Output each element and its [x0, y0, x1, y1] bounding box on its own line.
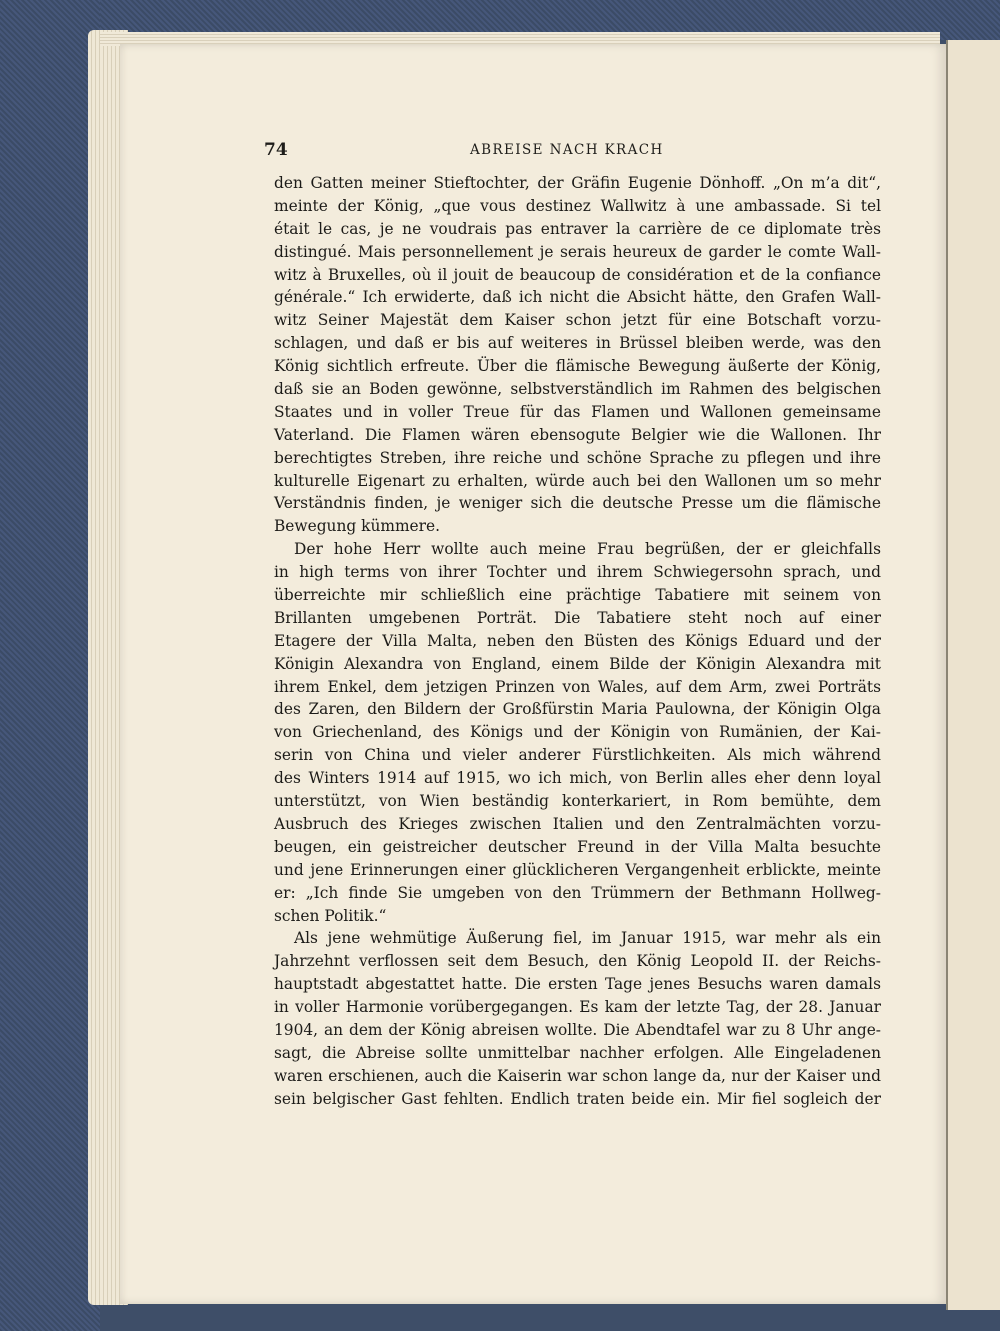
- text-line: kulturelle Eigenart zu erhalten, würde auch bei den Wallonen um so mehr: [274, 471, 881, 490]
- text-line: Staates und in voller Treue für das Flamen und Wallonen gemeinsame: [274, 402, 881, 421]
- text-line: König sichtlich erfreute. Über die flämische Bewegung äußerte der König,: [274, 357, 881, 376]
- running-head: ABREISE NACH KRACH: [470, 142, 664, 158]
- facing-page-edge: [946, 40, 1000, 1310]
- text-line: überreichte mir schließlich eine prächtige Tabatiere mit seinem von: [274, 586, 881, 605]
- text-line: witz Seiner Majestät dem Kaiser schon jetzt für eine Botschaft vorzu-: [274, 311, 881, 330]
- text-line: den Gatten meiner Stieftochter, der Gräfin Eugenie Dönhoff. „On m’a dit“,: [274, 174, 881, 192]
- text-line: in high terms von ihrer Tochter und ihrem Schwiegersohn sprach, und: [274, 563, 881, 582]
- text-line: berechtigtes Streben, ihre reiche und schöne Sprache zu pflegen und ihre: [274, 448, 881, 467]
- text-line: Bewegung kümmere.: [274, 517, 441, 536]
- text-line: daß sie an Boden gewönne, selbstverständlich im Rahmen des belgischen: [274, 380, 881, 399]
- body-text: [274, 172, 881, 1111]
- paragraph: [274, 538, 881, 927]
- text-line: était le cas, je ne voudrais pas entraver la carrière de ce diplomate très: [274, 219, 881, 238]
- text-line: und jene Erinnerungen einer glücklicheren Vergangenheit erblickte, meinte: [274, 860, 881, 879]
- text-line: des Winters 1914 auf 1915, wo ich mich, von Berlin alles eher denn loyal: [274, 769, 881, 788]
- text-line: serin von China und vieler anderer Fürstlichkeiten. Als mich während: [274, 746, 881, 765]
- text-line: ihrem Enkel, dem jetzigen Prinzen von Wales, auf dem Arm, zwei Porträts: [274, 677, 881, 696]
- text-line: hauptstadt abgestattet hatte. Die ersten Tage jenes Besuchs waren damals: [274, 975, 881, 994]
- text-line: witz à Bruxelles, où il jouit de beaucoup de considération et de la confiance: [274, 265, 881, 284]
- paragraph: [274, 927, 881, 1110]
- text-line: von Griechenland, des Königs und der Königin von Rumänien, der Kai-: [274, 723, 881, 742]
- text-line: in voller Harmonie vorübergegangen. Es kam der letzte Tag, der 28. Januar: [274, 998, 881, 1017]
- text-line: Brillanten umgebenen Porträt. Die Tabatiere steht noch auf einer: [274, 608, 881, 627]
- text-line: waren erschienen, auch die Kaiserin war schon lange da, nur der Kaiser und: [274, 1066, 881, 1085]
- text-line: Verständnis finden, je weniger sich die deutsche Presse um die flämische: [274, 494, 881, 513]
- text-line: générale.“ Ich erwiderte, daß ich nicht die Absicht hätte, den Grafen Wall-: [274, 288, 881, 307]
- text-line: Vaterland. Die Flamen wären ebensogute Belgier wie die Wallonen. Ihr: [274, 425, 881, 444]
- book-cover-left: [0, 0, 100, 1331]
- text-line: distingué. Mais personnellement je serais heureux de garder le comte Wall-: [274, 242, 881, 261]
- text-line: sagt, die Abreise sollte unmittelbar nachher erfolgen. Alle Eingeladenen: [274, 1043, 881, 1062]
- text-line: schen Politik.“: [274, 906, 387, 925]
- page-header: [264, 140, 884, 166]
- text-line: 1904, an dem der König abreisen wollte. Die Abendtafel war zu 8 Uhr ange-: [274, 1020, 881, 1039]
- text-line: Königin Alexandra von England, einem Bilde der Königin Alexandra mit: [274, 654, 881, 673]
- text-line: unterstützt, von Wien beständig konterkariert, in Rom bemühte, dem: [274, 792, 881, 811]
- paragraph: [274, 172, 881, 538]
- text-line: des Zaren, den Bildern der Großfürstin Maria Paulowna, der Königin Olga: [274, 700, 881, 719]
- text-line: Jahrzehnt verflossen seit dem Besuch, den König Leopold II. der Reichs-: [274, 952, 881, 971]
- text-line: beugen, ein geistreicher deutscher Freund in der Villa Malta besuchte: [274, 837, 881, 856]
- page-number: 74: [264, 140, 288, 160]
- text-line: schlagen, und daß er bis auf weiteres in Brüssel bleiben werde, was den: [274, 334, 881, 353]
- text-line: sein belgischer Gast fehlten. Endlich traten beide ein. Mir fiel sogleich der: [274, 1089, 881, 1108]
- text-line: Etagere der Villa Malta, neben den Büsten des Königs Eduard und der: [274, 631, 881, 650]
- text-line: Der hohe Herr wollte auch meine Frau begrüßen, der er gleichfalls: [294, 540, 881, 559]
- text-line: er: „Ich finde Sie umgeben von den Trümmern der Bethmann Hollweg-: [274, 883, 881, 902]
- text-line: meinte der König, „que vous destinez Wallwitz à une ambassade. Si tel: [274, 196, 881, 215]
- text-line: Als jene wehmütige Äußerung fiel, im Januar 1915, war mehr als ein: [294, 929, 881, 948]
- text-line: Ausbruch des Krieges zwischen Italien und den Zentralmächten vorzu-: [274, 814, 881, 833]
